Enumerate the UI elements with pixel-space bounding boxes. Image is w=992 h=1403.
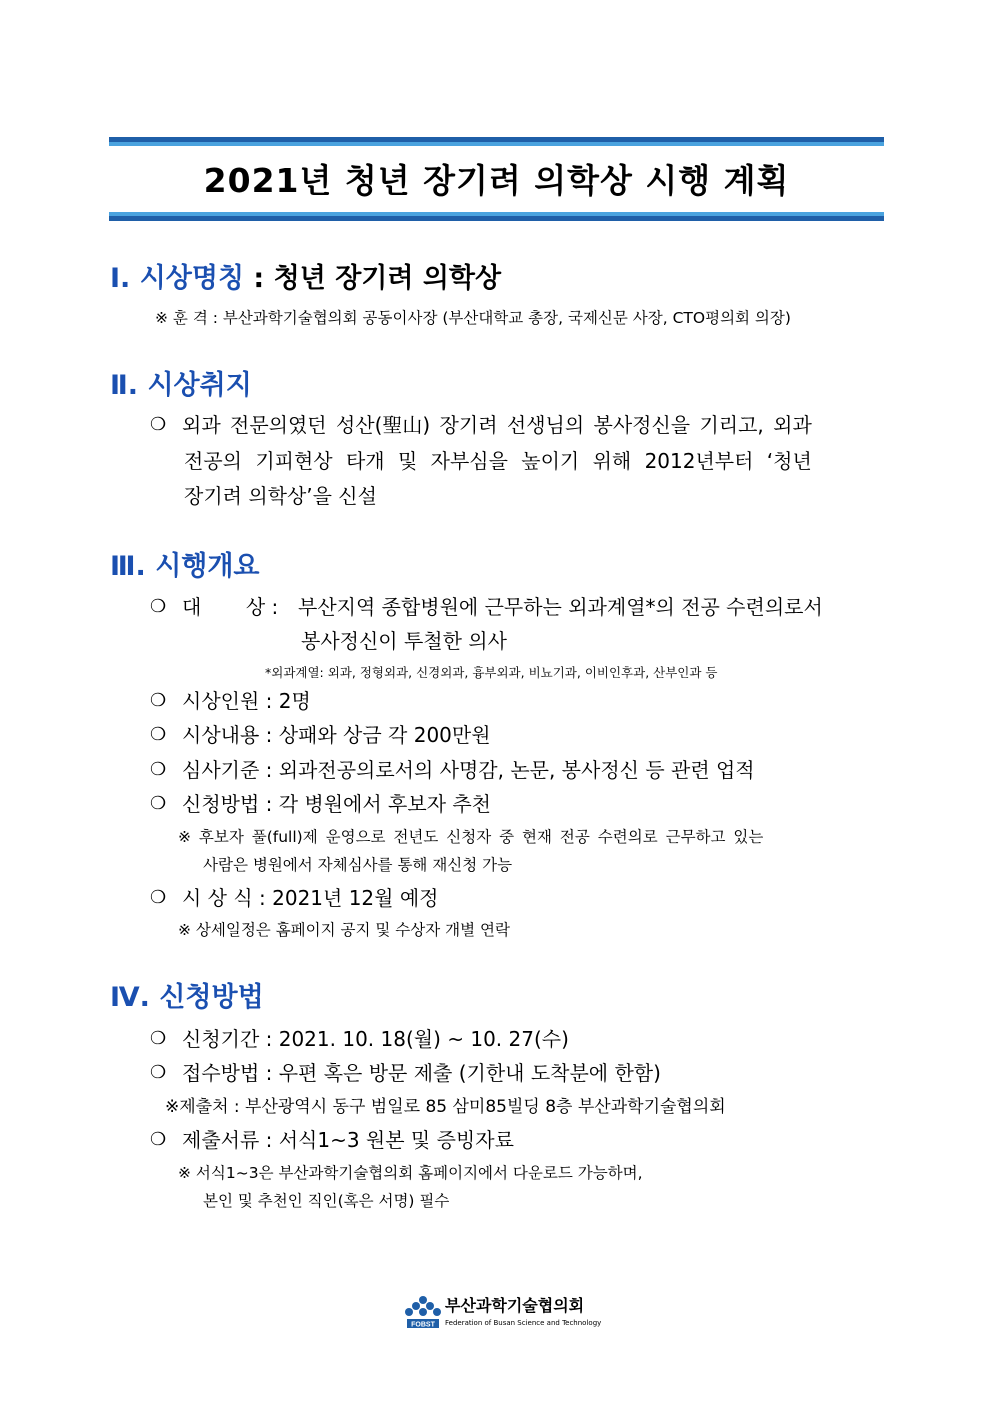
logo-mark-text: FOBST	[411, 1321, 435, 1329]
title-top-rule	[109, 137, 884, 146]
bullet-icon: ❍	[150, 887, 167, 908]
section-1-name: 시상명칭	[139, 263, 245, 294]
page-title: 2021년 청년 장기려 의학상 시행 계획	[203, 161, 790, 200]
section-3-name: 시행개요	[155, 551, 260, 582]
bullet-icon: ❍	[150, 1129, 167, 1150]
submission-address: ※제출처 : 부산광역시 동구 범일로 85 삼미85빌딩 8층 부산과학기술협의회	[165, 1097, 726, 1117]
section-4-name: 신청방법	[159, 982, 264, 1013]
fobst-logo-icon	[403, 1294, 443, 1330]
award-content: 시상내용 : 상패와 상금 각 200만원	[182, 723, 491, 747]
section-4-number: Ⅳ.	[110, 982, 160, 1013]
section-2-heading	[110, 369, 252, 403]
section-3-number: Ⅲ.	[110, 551, 156, 582]
title-bottom-rule	[109, 212, 884, 221]
review-criteria: 심사기준 : 외과전공의로서의 사명감, 논문, 봉사정신 등 관련 업적	[182, 758, 755, 782]
purpose-line-3: 장기려 의학상’을 신설	[184, 484, 377, 508]
org-name: 부산과학기술협의회	[445, 1296, 585, 1315]
application-period: 신청기간 : 2021. 10. 18(월) ~ 10. 27(수)	[182, 1027, 569, 1051]
bullet-icon: ❍	[150, 596, 167, 617]
ceremony-date: 시 상 식 : 2021년 12월 예정	[182, 886, 439, 910]
section-2-number: Ⅱ.	[110, 370, 148, 401]
bullet-icon: ❍	[150, 793, 167, 814]
candidate-pool-note-2: 사람은 병원에서 자체심사를 통해 재신청 가능	[203, 856, 513, 874]
target-line-1: 부산지역 종합병원에 근무하는 외과계열*의 전공 수련의로서	[298, 595, 823, 619]
bullet-icon: ❍	[150, 414, 167, 435]
target-label: 대 상 :	[182, 595, 279, 619]
bullet-icon: ❍	[150, 1028, 167, 1049]
surgical-field-footnote: *외과계열: 외과, 정형외과, 신경외과, 흉부외과, 비뇨기과, 이비인후과, 산부인과 등	[265, 665, 718, 680]
bullet-icon: ❍	[150, 1062, 167, 1083]
award-grade-note: ※ 훈 격 : 부산과학기술협의회 공동이사장 (부산대학교 총장, 국제신문 사장, CTO평의회 의장)	[155, 309, 791, 327]
target-line-2: 봉사정신이 투철한 의사	[301, 629, 507, 653]
purpose-line-2: 전공의 기피현상 타개 및 자부심을 높이기 위해 2012년부터 ‘청년	[184, 449, 812, 473]
application-method: 신청방법 : 각 병원에서 후보자 추천	[182, 792, 492, 816]
section-1-number: Ⅰ.	[110, 263, 140, 294]
documents-note-1: ※ 서식1~3은 부산과학기술협의회 홈페이지에서 다운로드 가능하며,	[178, 1164, 643, 1182]
section-1-heading	[110, 262, 501, 296]
section-1-award-name: : 청년 장기려 의학상	[244, 263, 502, 294]
bullet-icon: ❍	[150, 759, 167, 780]
section-4-heading	[110, 981, 264, 1015]
required-documents: 제출서류 : 서식1~3 원본 및 증빙자료	[182, 1128, 514, 1152]
bullet-icon: ❍	[150, 724, 167, 745]
documents-note-2: 본인 및 추천인 직인(혹은 서명) 필수	[203, 1192, 450, 1210]
ceremony-note: ※ 상세일정은 홈페이지 공지 및 수상자 개별 연락	[178, 921, 510, 939]
section-2-name: 시상취지	[147, 370, 252, 401]
org-english-name: Federation of Busan Science and Technology	[445, 1319, 602, 1327]
submission-method: 접수방법 : 우편 혹은 방문 제출 (기한내 도착분에 한함)	[182, 1061, 661, 1085]
purpose-line-1: 외과 전문의였던 성산(聖山) 장기려 선생님의 봉사정신을 기리고, 외과	[182, 413, 812, 437]
award-count: 시상인원 : 2명	[182, 689, 311, 713]
section-3-heading	[110, 550, 260, 584]
candidate-pool-note-1: ※ 후보자 풀(full)제 운영으로 전년도 신청자 중 현재 전공 수련의로 근무하고 있는	[178, 828, 764, 846]
bullet-icon: ❍	[150, 690, 167, 711]
